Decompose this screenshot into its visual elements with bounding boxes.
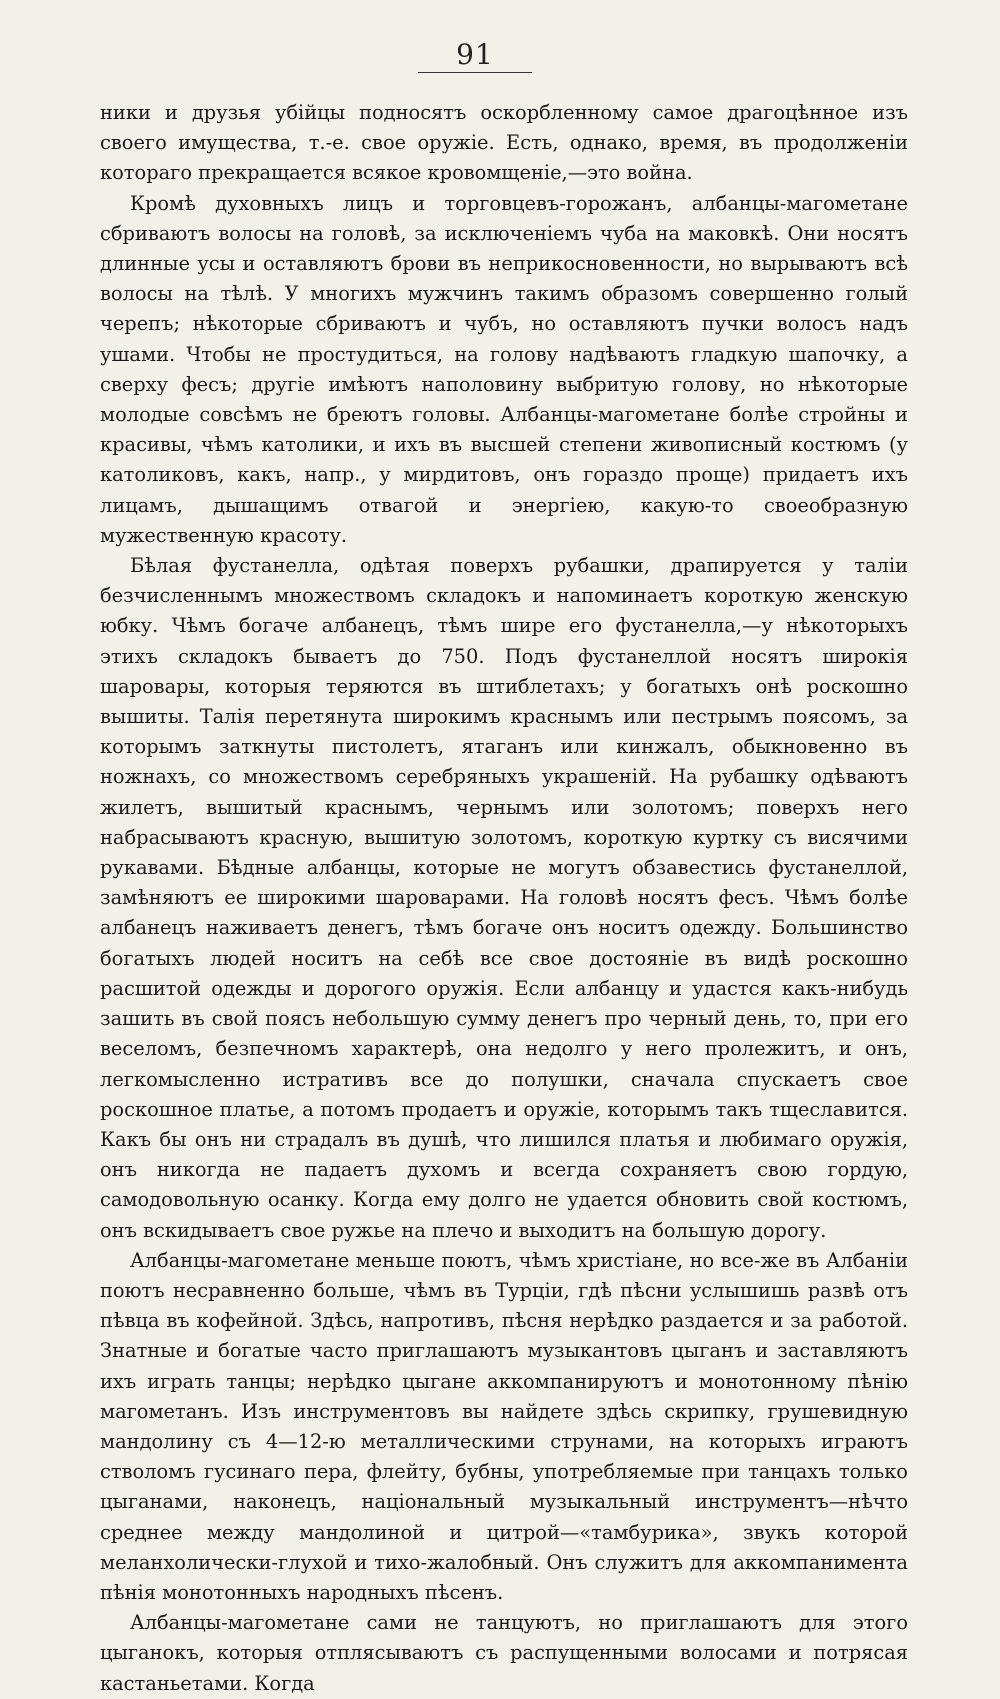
body-text xyxy=(100,98,908,1699)
paragraph-continuation: ники и друзья убійцы подносятъ оскорбленному самое драгоцѣнное изъ своего имущества, т.-е. свое оружіе. Есть, однако, время, въ продолженіи котораго прекращается всякое кровомщеніе,—это война. xyxy=(100,101,908,185)
paragraph-music: Албанцы-магометане меньше поютъ, чѣмъ христіане, но все-же въ Албаніи поютъ несравненно больше, чѣмъ въ Турціи, гдѣ пѣсни услышишь развѣ отъ пѣвца въ кофейной. Здѣсь, напротивъ, пѣсня нерѣдко раздается и за работой. Знатные и богатые часто приглашаютъ музыкантовъ цыганъ и заставляютъ ихъ играть танцы; нерѣдко цыгане аккомпанируютъ и монотонному пѣнію магометанъ. Изъ инструментовъ вы найдете здѣсь скрипку, грушевидную мандолину съ 4—12-ю металлическими струнами, на которыхъ играютъ стволомъ гусинаго пера, флейту, бубны, употребляемые при танцахъ только цыганами, наконецъ, національный музыкальный инструментъ—нѣчто среднее между мандолиной и цитрой—«тамбурика», звукъ которой меланхолически-глухой и тихо-жалобный. Онъ служитъ для аккомпанимента пѣнія монотонныхъ народныхъ пѣсенъ. xyxy=(100,1248,908,1604)
paragraph-appearance: Кромѣ духовныхъ лицъ и торговцевъ-горожанъ, албанцы-магометане сбриваютъ волосы на головѣ, за исключеніемъ чуба на маковкѣ. Они носятъ длинные усы и оставляютъ брови въ неприкосновенности, но вырываютъ всѣ волосы на тѣлѣ. У многихъ мужчинъ такимъ образомъ совершенно голый черепъ; нѣкоторые сбриваютъ и чубъ, но оставляютъ пучки волосъ надъ ушами. Чтобы не простудиться, на голову надѣваютъ гладкую шапочку, а сверху фесъ; другіе имѣютъ наполовину выбритую голову, но нѣкоторые молодые совсѣмъ не бреютъ головы. Албанцы-магометане болѣе стройны и красивы, чѣмъ католики, и ихъ въ высшей степени живописный костюмъ (у католиковъ, какъ, напр., у мирдитовъ, онъ гораздо проще) придаетъ ихъ лицамъ, дышащимъ отвагой и энергіею, какую-то своеобразную мужественную красоту. xyxy=(100,191,908,547)
header-rule xyxy=(418,72,532,73)
paragraph-dance: Албанцы-магометане сами не танцуютъ, но приглашаютъ для этого цыганокъ, которыя отплясываютъ съ распущенными волосами и потрясая кастаньетами. Когда xyxy=(100,1611,908,1695)
paragraph-costume: Бѣлая фустанелла, одѣтая поверхъ рубашки, драпируется у таліи безчисленнымъ множествомъ складокъ и напоминаетъ короткую женскую юбку. Чѣмъ богаче албанецъ, тѣмъ шире его фустанелла,—у нѣкоторыхъ этихъ складокъ бываетъ до 750. Подъ фустанеллой носятъ широкія шаровары, которыя теряются въ штиблетахъ; у богатыхъ онѣ роскошно вышиты. Талія перетянута широкимъ краснымъ или пестрымъ поясомъ, за которымъ заткнуты пистолетъ, ятаганъ или кинжалъ, обыкновенно въ ножнахъ, со множествомъ серебряныхъ украшеній. На рубашку одѣваютъ жилетъ, вышитый краснымъ, чернымъ или золотомъ; поверхъ него набрасываютъ красную, вышитую золотомъ, короткую куртку съ висячими рукавами. Бѣдные албанцы, которые не могутъ обзавестись фустанеллой, замѣняютъ ее широкими шароварами. На головѣ носятъ фесъ. Чѣмъ болѣе албанецъ наживаетъ денегъ, тѣмъ богаче онъ носитъ одежду. Большинство богатыхъ людей носитъ на себѣ все свое достояніе въ видѣ роскошно расшитой одежды и дорогого оружія. Если албанцу и удастся какъ-нибудь зашить въ свой поясъ небольшую сумму денегъ про черный день, то, при его веселомъ, безпечномъ характерѣ, она недолго у него пролежитъ, и онъ, легкомысленно истративъ все до полушки, сначала спускаетъ свое роскошное платье, а потомъ продаетъ и оружіе, которымъ такъ тщеславится. Какъ бы онъ ни страдалъ въ душѣ, что лишился платья и любимаго оружія, онъ никогда не падаетъ духомъ и всегда сохраняетъ свою гордую, самодовольную осанку. Когда ему долго не удается обновить свой костюмъ, онъ вскидываетъ свое ружье на плечо и выходитъ на большую дорогу. xyxy=(100,554,908,1242)
page-number: 91 xyxy=(456,38,494,71)
